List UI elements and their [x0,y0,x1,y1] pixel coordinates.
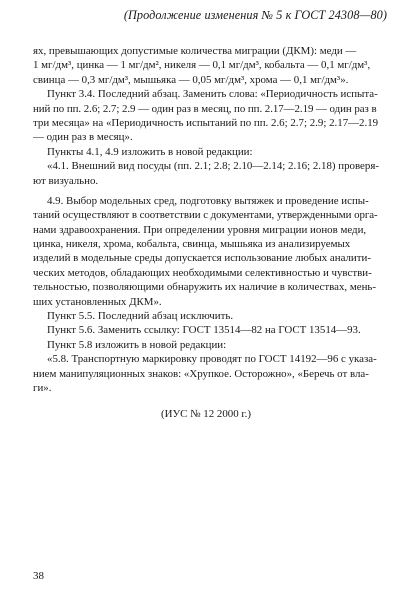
text-line: цинка, никеля, хрома, кобальта, свинца, мышьяка из анализируемых [33,238,351,251]
text-line: три месяца» на «Периодичность испытаний по пп. 2.6; 2.7; 2.9; 2.17—2.19 [33,116,379,129]
paragraph-gap [33,395,379,407]
text-line: ний по пп. 2.6; 2.7; 2.9 — один раз в месяц, по пп. 2.17—2.19 — один раз в [33,102,377,115]
page-number: 38 [33,570,44,582]
text-line: ческих методов, обладающих необходимыми селективностью и чувстви- [33,266,372,279]
text-line: 1 мг/дм³, цинка — 1 мг/дм², никеля — 0,1 мг/дм³, кобальта — 0,1 мг/дм³, [33,59,371,72]
document-body [33,44,379,422]
text-line: нами здравоохранения. При определении уровня миграции ионов меди, [33,223,367,236]
text-line: 4.9. Выбор модельных сред, подготовку вытяжек и проведение испы- [47,194,369,207]
text-line: Пункт 5.8 изложить в новой редакции: [47,338,227,351]
text-line: «5.8. Транспортную маркировку проводят по ГОСТ 14192—96 с указа- [47,353,377,366]
page-header: (Продолжение изменения № 5 к ГОСТ 24308—80) [123,8,387,22]
text-line: свинца — 0,3 мг/дм³, мышьяка — 0,05 мг/дм³, хрома — 0,1 мг/дм³». [33,73,349,86]
text-line: Пункт 5.6. Заменить ссылку: ГОСТ 13514—82 на ГОСТ 13514—93. [47,324,361,337]
text-line: — один раз в месяц». [33,131,133,144]
text-line: ют визуально. [33,174,99,187]
text-line: таний осуществляют в соответствии с документами, утвержденными орга- [33,209,378,222]
text-line: «4.1. Внешний вид посуды (пп. 2.1; 2.8; 2.10—2.14; 2.16; 2.18) проверя- [47,160,379,173]
source-reference: (ИУС № 12 2000 г.) [160,408,251,421]
text-line: ги». [33,381,52,394]
text-line: ях, превышающих допустимые количества миграции (ДКМ): меди — [33,45,357,57]
text-line: Пункты 4.1, 4.9 изложить в новой редакции: [47,145,253,158]
text-line: тельностью, позволяющими обнаружить их наличие в количествах, мень- [33,281,377,294]
text-line: ших установленных ДКМ». [33,295,162,308]
text-line: изделий в модельные среды допускается использование любых аналити- [33,252,371,265]
text-line: Пункт 5.5. Последний абзац исключить. [47,310,234,323]
text-line: нием манипуляционных знаков: «Хрупкое. Осторожно», «Беречь от вла- [33,367,369,380]
text-line: Пункт 3.4. Последний абзац. Заменить слова: «Периодичность испыта- [47,88,378,101]
